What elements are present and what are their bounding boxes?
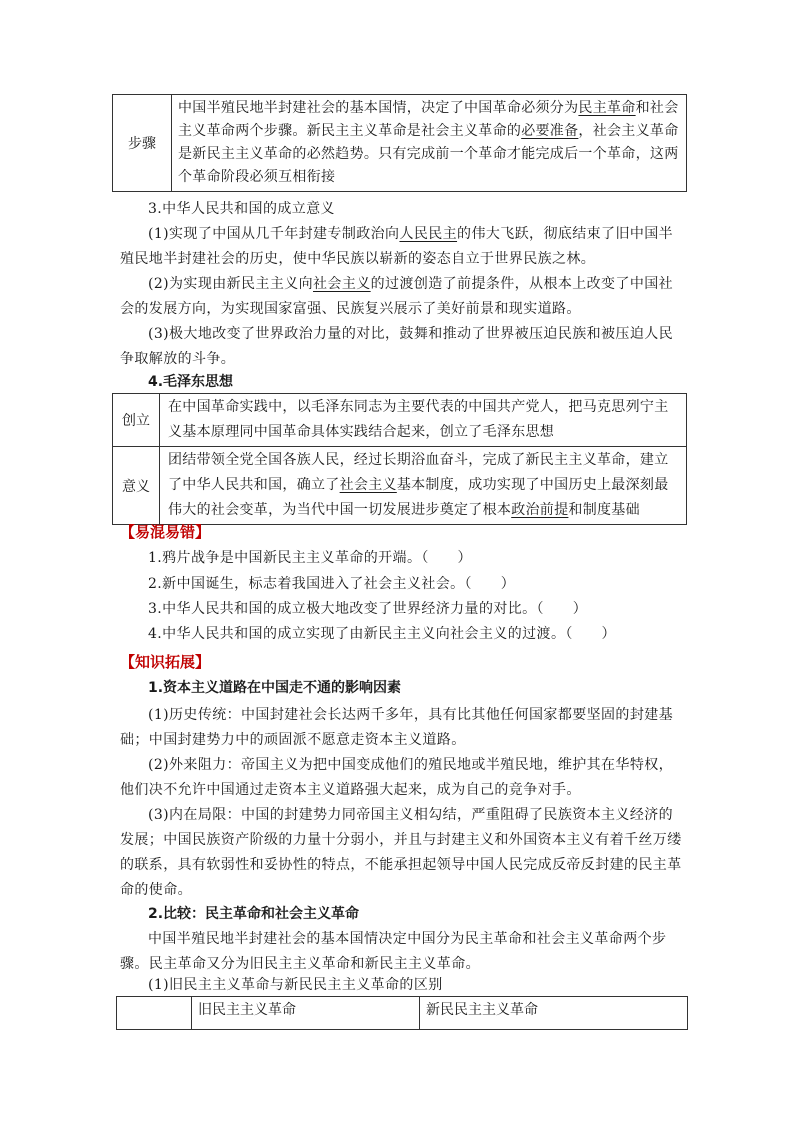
mao-heading: 4.毛泽东思想 [148, 374, 234, 390]
founding-heading: 3.中华人民共和国的成立意义 [148, 201, 335, 217]
confusion-item-3: 3.中华人民共和国的成立极大地改变了世界经济力量的对比。（ ） [148, 601, 588, 617]
extension-s1-p3: (3)内在局限：中国的封建势力同帝国主义相勾结，严重阻碍了民族资本主义经济的发展；中国民族资产阶级的力量十分弱小，并且与封建主义和外国资本主义有着千丝万缕的联系，具有软弱性和妥协性的特点，不能承担起领导中国人民完成反帝反封建的民主革命的使命。 [120, 807, 682, 898]
underline-term: 民主革命 [578, 100, 636, 116]
underline-term: 政治前提 [511, 502, 569, 518]
confusion-item-1: 1.鸦片战争是中国新民主主义革命的开端。（ ） [148, 550, 472, 566]
underline-term: 人民民主 [399, 226, 458, 242]
steps-label: 步骤 [113, 95, 172, 192]
founding-point-1: (1)实现了中国从几千年封建专制政治向人民民主的伟大飞跃，彻底结束了旧中国半殖民地半封建社会的历史，使中华民族以崭新的姿态自立于世界民族之林。 [120, 226, 674, 267]
comparison-col-old: 旧民主主义革命 [192, 997, 420, 1030]
extension-s2-sub: (1)旧民主主义革命与新民民主主义革命的区别 [148, 977, 443, 993]
underline-term: 必要准备 [521, 123, 579, 139]
underline-term: 社会主义 [339, 477, 397, 493]
extension-s2-heading: 2.比较：民主革命和社会主义革命 [148, 906, 360, 922]
mao-row2-label: 意义 [113, 447, 160, 525]
underline-term: 社会主义 [313, 276, 371, 292]
mao-table [112, 393, 687, 525]
extension-title: 【知识拓展】 [120, 653, 211, 671]
comparison-blank-cell [117, 997, 192, 1030]
confusion-item-4: 4.中华人民共和国的成立实现了由新民主主义向社会主义的过渡。（ ） [148, 626, 616, 642]
steps-table [112, 94, 687, 192]
founding-point-3: (3)极大地改变了世界政治力量的对比，鼓舞和推动了世界被压迫民族和被压迫人民争取解放的斗争。 [120, 326, 674, 367]
confusion-item-2: 2.新中国诞生，标志着我国进入了社会主义社会。（ ） [148, 576, 516, 592]
steps-body: 中国半殖民地半封建社会的基本国情，决定了中国革命必须分为民主革命和社会主义革命两个步骤。新民主主义革命是社会主义革命的必要准备，社会主义革命是新民主主义革命的必然趋势。只有完成前一个革命才能完成后一个革命，这两个革命阶段必须互相衔接 [172, 95, 687, 192]
extension-s2-p1: 中国半殖民地半封建社会的基本国情决定中国分为民主革命和社会主义革命两个步骤。民主革命又分为旧民主主义革命和新民主主义革命。 [120, 931, 667, 972]
comparison-table [116, 996, 688, 1030]
extension-s1-p1: (1)历史传统：中国封建社会长达两千多年，具有比其他任何国家都要坚固的封建基础；中国封建势力中的顽固派不愿意走资本主义道路。 [120, 707, 674, 748]
confusion-title: 【易混易错】 [120, 523, 211, 541]
founding-point-2: (2)为实现由新民主主义向社会主义的过渡创造了前提条件，从根本上改变了中国社会的发展方向，为实现国家富强、民族复兴展示了美好前景和现实道路。 [120, 276, 674, 317]
mao-row1-text: 在中国革命实践中，以毛泽东同志为主要代表的中国共产党人，把马克思列宁主义基本原理同中国革命具体实践结合起来，创立了毛泽东思想 [160, 394, 687, 447]
comparison-col-new: 新民民主主义革命 [420, 997, 688, 1030]
mao-row2-text: 团结带领全党全国各族人民，经过长期浴血奋斗，完成了新民主主义革命，建立了中华人民共和国，确立了社会主义基本制度，成功实现了中国历史上最深刻最伟大的社会变革，为当代中国一切发展进步奠定了根本政治前提和制度基础 [160, 447, 687, 525]
extension-s1-p2: (2)外来阻力：帝国主义为把中国变成他们的殖民地或半殖民地，维护其在华特权，他们决不允许中国通过走资本主义道路强大起来，成为自己的竞争对手。 [120, 757, 674, 798]
extension-s1-heading: 1.资本主义道路在中国走不通的影响因素 [148, 680, 402, 696]
mao-row1-label: 创立 [113, 394, 160, 447]
